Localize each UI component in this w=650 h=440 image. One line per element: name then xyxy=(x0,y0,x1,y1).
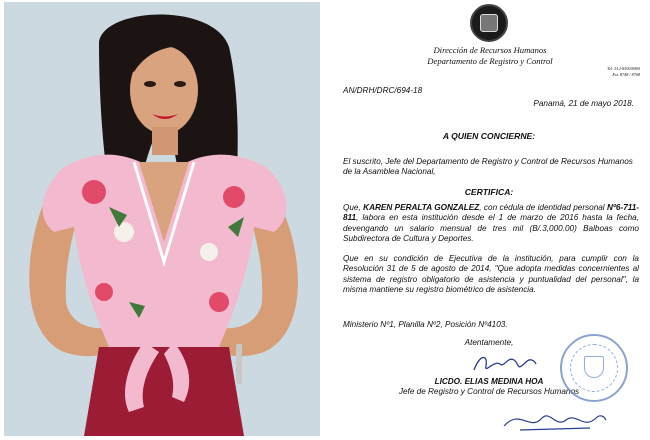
official-stamp-icon xyxy=(560,334,628,402)
signer-name: LICDO. ELIAS MEDINA HOA xyxy=(434,377,544,386)
signature-icon xyxy=(470,350,540,378)
signer-title: Jefe de Registro y Control de Recursos Humanos xyxy=(398,387,580,396)
reference-number: AN/DRH/DRC/694-18 xyxy=(343,86,423,95)
position-line: Ministerio Nº1, Planilla Nº2, Posición Nº4103. xyxy=(343,320,508,329)
attendance-paragraph: Que en su condición de Ejecutiva de la institución, para cumplir con la Resolución 31 de 5 de agosto de 2014, "Que adopta medidas concernientes al sistema de registro obligatorio de asistencia y puntualidad del personal", la misma mantiene su registro biométrico de asistencia. xyxy=(343,254,639,295)
header-extension: Ext. 8748 / 8768 xyxy=(612,72,640,77)
document-date: Panamá, 21 de mayo 2018. xyxy=(533,99,634,108)
certifica-heading: CERTIFICA: xyxy=(464,187,514,197)
employee-name: KAREN PERALTA GONZALEZ xyxy=(363,203,480,212)
intro-paragraph: El suscrito, Jefe del Departamento de Registro y Control de Recursos Humanos de la Asamblea Nacional, xyxy=(343,157,633,177)
header-line-1: Dirección de Recursos Humanos xyxy=(433,45,547,55)
employment-paragraph: Que, KAREN PERALTA GONZALEZ, con cédula de identidad personal Nº6-711-811, labora en esta institución desde el 1 de marzo de 2016 hasta la fecha, devengando un salario mensual de tres mil (B/.3,000.00) Balboas como Subdirectora de Cultura y Deportes. xyxy=(343,203,639,244)
cedula-number: Nº6-711-811 xyxy=(343,203,639,223)
portrait-illustration xyxy=(4,2,320,436)
closing: Atentamente, xyxy=(464,338,514,347)
national-seal-icon xyxy=(470,4,508,42)
salutation: A QUIEN CONCIERNE: xyxy=(442,131,536,141)
header-phone: Tel: 512-8300/8400 xyxy=(607,66,640,71)
certificate-document xyxy=(330,0,648,440)
header-line-2: Departamento de Registro y Control xyxy=(427,56,553,66)
portrait-photo xyxy=(4,2,320,436)
second-signature-icon xyxy=(500,402,610,436)
